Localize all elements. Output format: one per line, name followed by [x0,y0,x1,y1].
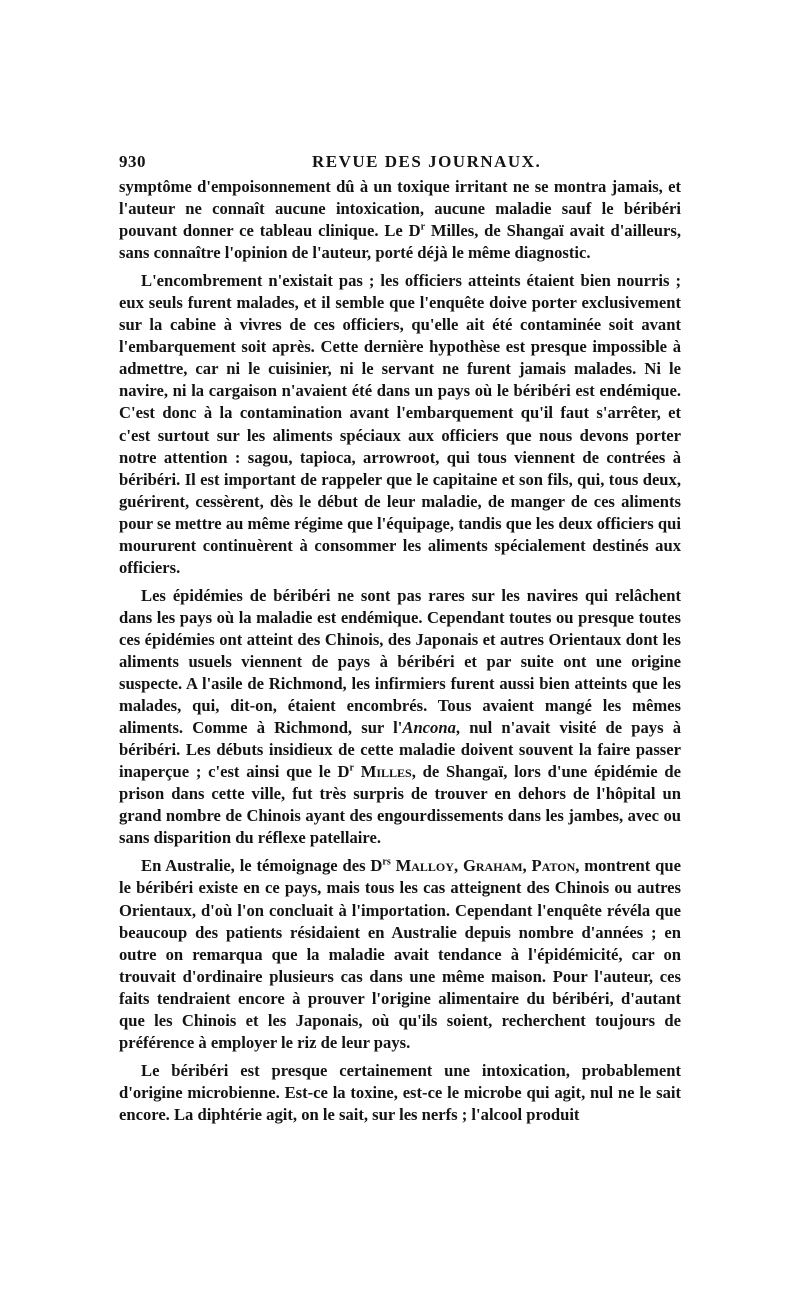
text-segment: , [453,856,463,876]
title-abbrev: rs [382,856,391,868]
paragraph [119,855,681,1053]
title-abbrev: r [420,221,426,233]
text-segment: , [522,856,532,876]
text-segment: Le béribéri est presque certainement une intoxication, probablement d'origine microbienne. Est-ce la toxine, est-ce le microbe qui agit, nul ne le sait encore. La diphtérie agit, on le sait, sur les nerfs ; l'alcool produit [119,1060,681,1124]
author-name: Graham [462,856,523,876]
paragraph [119,585,681,850]
author-name: Milles [360,762,412,782]
ship-name: Ancona [402,718,456,738]
text-segment: L'encombrement n'existait pas ; les officiers atteints étaient bien nourris ; eux seuls furent malades, et il semble que l'enquête doive porter exclusivement sur la cabine à vivres de ces officiers, qu'elle ait été contaminée soit avant l'embarquement soit après. Cette dernière hypothèse est presque impossible à admettre, car ni le cuisinier, ni le servant ne furent jamais malades. Ni le navire, ni la cargaison n'avaient été dans un pays où le béribéri est endémique. C'est donc à la contamination avant l'embarquement qu'il faut s'arrêter, et c'est surtout sur les aliments spéciaux aux officiers que nous devons porter notre attention : sagou, tapioca, arrowroot, qui tous viennent de contrées à béribéri. Il est important de rappeler que le capitaine et son fils, qui, tous deux, guérirent, cessèrent, dès le début de leur maladie, de manger de ces aliments pour se mettre au même régime que l'équipage, tandis que les deux officiers qui moururent continuèrent à consommer les aliments spécialement destinés aux officiers. [119,271,681,577]
journal-page [119,146,681,1126]
text-segment: Les épidémies de béribéri ne sont pas rares sur les navires qui relâchent dans les pays où la maladie est endémique. Cependant toutes ou presque toutes ces épidémies ont atteint des Chinois, des Japonais et autres Orientaux dont les aliments usuels viennent de pays à béribéri et par suite ont une origine suspecte. A l'asile de Richmond, les infirmiers furent aussi bien atteints que les malades, qui, dit-on, étaient encombrés. Tous avaient mangé les mêmes aliments. Comme à Richmond, sur l' [119,585,681,738]
text-segment: symptôme d'empoisonnement dû à un toxique irritant ne se montra jamais, et l'auteur ne connaît aucune intoxication, aucune maladie sauf le béribéri pouvant donner ce tableau clinique. Le D [119,177,681,241]
text-segment: , de Shangaï, lors d'une épidémie de prison dans cette ville, fut très surpris de trouver en dehors de l'hôpital un grand nombre de Chinois ayant des engourdissements dans les jambes, avec ou sans disparition du réflexe patellaire. [119,762,681,848]
paragraph [119,1060,681,1126]
article-body [119,176,681,1126]
running-title: REVUE DES JOURNAUX. [312,152,542,171]
author-name: Malloy [395,856,454,876]
text-segment: , montrent que le béribéri existe en ce pays, mais tous les cas atteignent des Chinois ou autres Orientaux, d'où l'on concluait à l'importation. Cependant l'enquête révéla que beaucoup des patients résidaient en Australie depuis nombre d'années ; en outre on remarqua que la maladie avait tendance à l'épidémicité, car on trouvait d'ordinaire plusieurs cas dans une même maison. Pour l'auteur, ces faits tendraient encore à prouver l'origine alimentaire du béribéri, d'autant que les Chinois et les Japonais, où qu'ils soient, recherchent toujours de préférence à employer le riz de leur pays. [119,856,681,1052]
running-head [119,146,681,176]
text-segment: Milles, de Shangaï avait d'ailleurs, sans connaître l'opinion de l'auteur, porté déjà le même diagnostic. [119,221,681,263]
paragraph [119,270,681,579]
text-segment: , nul n'avait visité de pays à béribéri. Les débuts insidieux de cette maladie doivent souvent la faire passer inaperçue ; c'est ainsi que le D [119,718,682,782]
text-segment [354,762,361,781]
page-number: 930 [119,152,146,171]
title-abbrev: r [349,762,354,774]
paragraph [119,176,681,264]
text-segment: En Australie, le témoignage des D [141,856,383,876]
author-name: Paton [531,856,576,876]
